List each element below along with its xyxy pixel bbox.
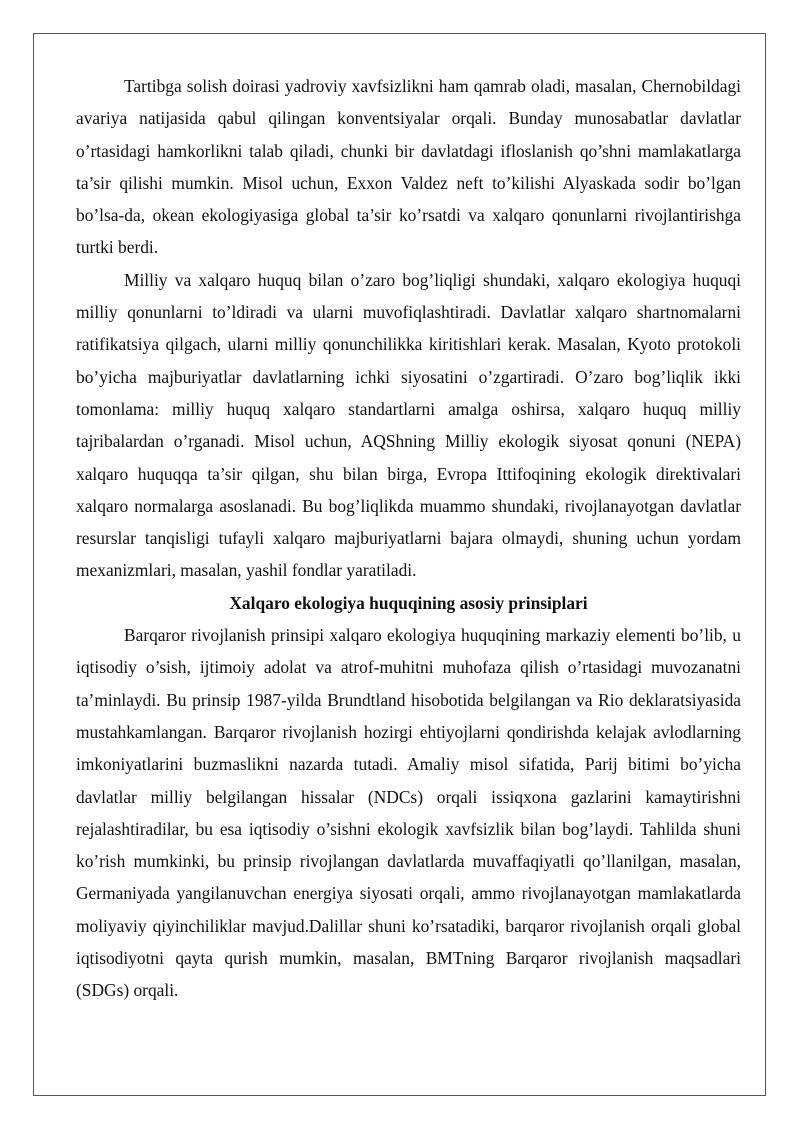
document-body xyxy=(76,70,741,1007)
paragraph-sustainable-development: Barqaror rivojlanish prinsipi xalqaro ekologiya huquqining markaziy elementi bo’lib, u iqtisodiy o’sish, ijtimoiy adolat va atrof-muhitni muhofaza qilish o’rtasidagi muvozanatni ta’minlaydi. Bu prinsip 1987-yilda Brundtland hisobotida belgilangan va Rio deklaratsiyasida mustahkamlangan. Barqaror rivojlanish hozirgi ehtiyojlarni qondirishda kelajak avlodlarning imkoniyatlarini buzmaslikni nazarda tutadi. Amaliy misol sifatida, Parij bitimi bo’yicha davlatlar milliy belgilangan hissalar (NDCs) orqali issiqxona gazlarini kamaytirishni rejalashtiradilar, bu esa iqtisodiy o’sishni ekologik xavfsizlik bilan bog’laydi. Tahlilda shuni ko’rish mumkinki, bu prinsip rivojlangan davlatlarda muvaffaqiyatli qo’llanilgan, masalan, Germaniyada yangilanuvchan energiya siyosati orqali, ammo rivojlanayotgan mamlakatlarda moliyaviy qiyinchiliklar mavjud.Dalillar shuni ko’rsatadiki, barqaror rivojlanish orqali global iqtisodiyotni qayta qurish mumkin, masalan, BMTning Barqaror rivojlanish maqsadlari (SDGs) orqali. xyxy=(76,625,741,1001)
paragraph-nuclear-safety: Tartibga solish doirasi yadroviy xavfsizlikni ham qamrab oladi, masalan, Chernobildagi avariya natijasida qabul qilingan konventsiyalar orqali. Bunday munosabatlar davlatlar o’rtasidagi hamkorlikni talab qiladi, chunki bir davlatdagi ifloslanish qo’shni mamlakatlarga ta’sir qilishi mumkin. Misol uchun, Exxon Valdez neft to’kilishi Alyaskada sodir bo’lgan bo’lsa-da, okean ekologiyasiga global ta’sir ko’rsatdi va xalqaro qonunlarni rivojlantirishga turtki berdi. xyxy=(76,76,741,258)
paragraph-national-international-law: Milliy va xalqaro huquq bilan o’zaro bog’liqligi shundaki, xalqaro ekologiya huquqi milliy qonunlarni to’ldiradi va ularni muvofiqlashtiradi. Davlatlar xalqaro shartnomalarni ratifikatsiya qilgach, ularni milliy qonunchilikka kiritishlari kerak. Masalan, Kyoto protokoli bo’yicha majburiyatlar davlatlarning ichki siyosatini o’zgartiradi. O’zaro bog’liqlik ikki tomonlama: milliy huquq xalqaro standartlarni amalga oshirsa, xalqaro huquq milliy tajribalardan o’rganadi. Misol uchun, AQShning Milliy ekologik siyosat qonuni (NEPA) xalqaro huquqqa ta’sir qilgan, shu bilan birga, Evropa Ittifoqining ekologik direktivalari xalqaro normalarga asoslanadi. Bu bog’liqlikda muammo shundaki, rivojlanayotgan davlatlar resurslar tanqisligi tufayli xalqaro majburiyatlarni bajara olmaydi, shuning uchun yordam mexanizmlari, masalan, yashil fondlar yaratiladi. xyxy=(76,269,741,581)
section-heading: Xalqaro ekologiya huquqining asosiy prinsiplari xyxy=(229,592,588,613)
